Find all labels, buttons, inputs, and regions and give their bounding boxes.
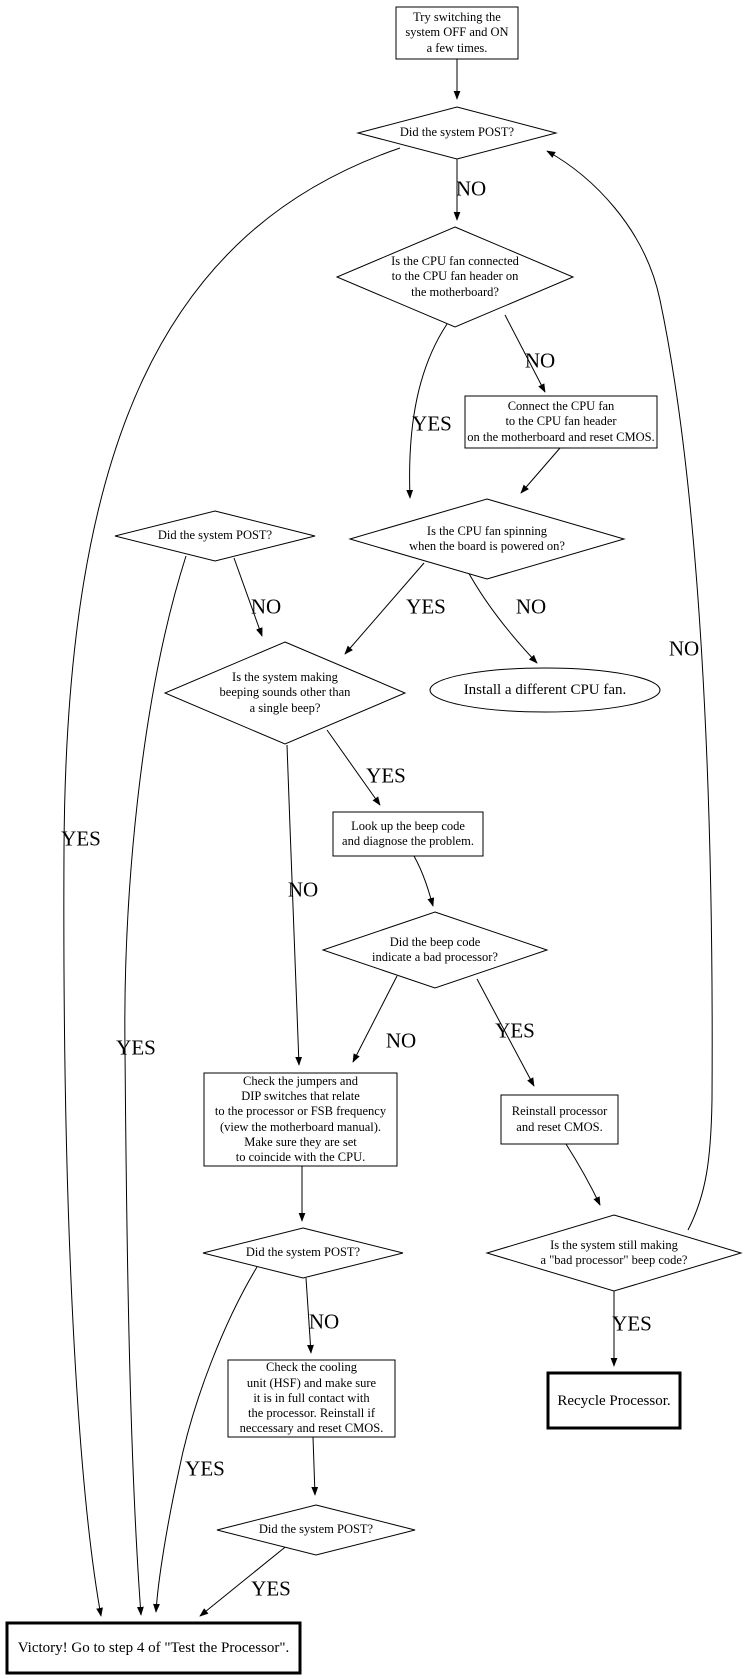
node-post4: Did the system POST? [258, 1522, 374, 1537]
edge-cooling-to-post4 [313, 1437, 315, 1495]
decision-shape-post4 [217, 1505, 415, 1555]
node-check-jumpers: Check the jumpers and DIP switches that relate to the processor or FSB frequency (view the motherboard manual). Make sure they are set to coincide with the CPU. [214, 1073, 387, 1164]
edge-label-fan-spinning-yes: YES [406, 594, 446, 619]
decision-shape-fan-spinning [350, 499, 624, 579]
edge-beeping-no [287, 745, 299, 1065]
node-recycle: Recycle Processor. [557, 1392, 671, 1409]
node-still-beeping: Is the system still making a "bad processor" beep code? [540, 1237, 688, 1267]
edge-post2-no [234, 558, 262, 636]
edge-label-post1-no: NO [455, 176, 487, 201]
edge-label-post3-yes: YES [185, 1456, 225, 1481]
edge-label-post2-yes: YES [116, 1035, 156, 1060]
decision-shape-post1 [358, 107, 556, 159]
edge-connectfan-to-spinning [521, 448, 560, 493]
edge-label-beeping-yes: YES [366, 763, 406, 788]
edge-label-still-beeping-yes: YES [612, 1311, 652, 1336]
edge-label-fan-connected-yes: YES [412, 411, 452, 436]
edge-post3-no [306, 1278, 311, 1353]
decision-shape-post3 [203, 1228, 403, 1278]
node-lookup-beep: Look up the beep code and diagnose the problem. [342, 818, 474, 848]
decision-shape-post2 [115, 511, 315, 561]
process-shape-lookup-beep [333, 812, 483, 856]
edge-fanconnected-yes [410, 324, 447, 498]
edge-label-fan-spinning-no: NO [515, 594, 547, 619]
edge-label-post3-no: NO [308, 1309, 340, 1334]
node-post3: Did the system POST? [245, 1245, 361, 1260]
node-beep-bad-cpu: Did the beep code indicate a bad processor? [372, 934, 498, 964]
process-shape-try-switching [396, 7, 518, 59]
process-shape-check-jumpers [204, 1073, 397, 1166]
node-fan-connected: Is the CPU fan connected to the CPU fan header on the motherboard? [391, 254, 519, 299]
edge-label-beeping-no: NO [287, 877, 319, 902]
process-shape-reinstall-cpu [501, 1095, 618, 1144]
edge-spinning-yes [345, 563, 424, 654]
edge-lookup-to-beepbad [414, 856, 433, 906]
terminal-shape-install-fan [430, 668, 660, 712]
edge-label-fan-connected-no: NO [524, 348, 556, 373]
process-shape-connect-fan [465, 396, 657, 448]
node-post1: Did the system POST? [399, 125, 515, 140]
decision-shape-still-beeping [487, 1215, 741, 1291]
node-victory: Victory! Go to step 4 of "Test the Processor". [17, 1640, 290, 1656]
node-beeping: Is the system making beeping sounds other than a single beep? [219, 670, 351, 715]
edge-label-post2-no: NO [250, 594, 282, 619]
terminal-shape-victory [7, 1623, 300, 1673]
decision-shape-beeping [165, 642, 405, 744]
edge-label-beep-bad-cpu-yes: YES [495, 1018, 535, 1043]
decision-shape-beep-bad-cpu [323, 912, 547, 988]
edge-label-post4-yes: YES [251, 1576, 291, 1601]
edge-post2-yes-to-victory [125, 556, 186, 1615]
node-reinstall-cpu: Reinstall processor and reset CMOS. [511, 1104, 608, 1134]
terminal-shape-recycle [548, 1373, 680, 1428]
decision-shape-fan-connected [337, 227, 573, 327]
edge-post3-yes-to-victory [156, 1267, 257, 1612]
edge-beeping-yes [327, 730, 380, 805]
edge-beepbad-yes [477, 979, 534, 1086]
node-install-fan: Install a different CPU fan. [463, 682, 627, 698]
node-check-cooling: Check the cooling unit (HSF) and make sure it is in full contact with the processor. Reinstall if neccessary and reset CMOS. [239, 1360, 384, 1436]
node-fan-spinning: Is the CPU fan spinning when the board is powered on? [409, 523, 565, 553]
edge-post4-yes [200, 1544, 289, 1616]
process-shape-check-cooling [228, 1360, 395, 1437]
node-post2: Did the system POST? [157, 528, 273, 543]
edge-spinning-no [467, 570, 537, 663]
edge-reinstall-to-stillbeeping [566, 1144, 600, 1205]
node-try-switching: Try switching the system OFF and ON a few times. [405, 10, 509, 55]
edge-fanconnected-no [505, 315, 545, 392]
node-connect-fan: Connect the CPU fan to the CPU fan header on the motherboard and reset CMOS. [467, 399, 655, 444]
edge-label-post1-yes: YES [61, 826, 101, 851]
edge-label-beep-bad-cpu-no: NO [385, 1028, 417, 1053]
edge-beepbad-no [353, 976, 397, 1062]
edge-label-still-beeping-no: NO [668, 636, 700, 661]
